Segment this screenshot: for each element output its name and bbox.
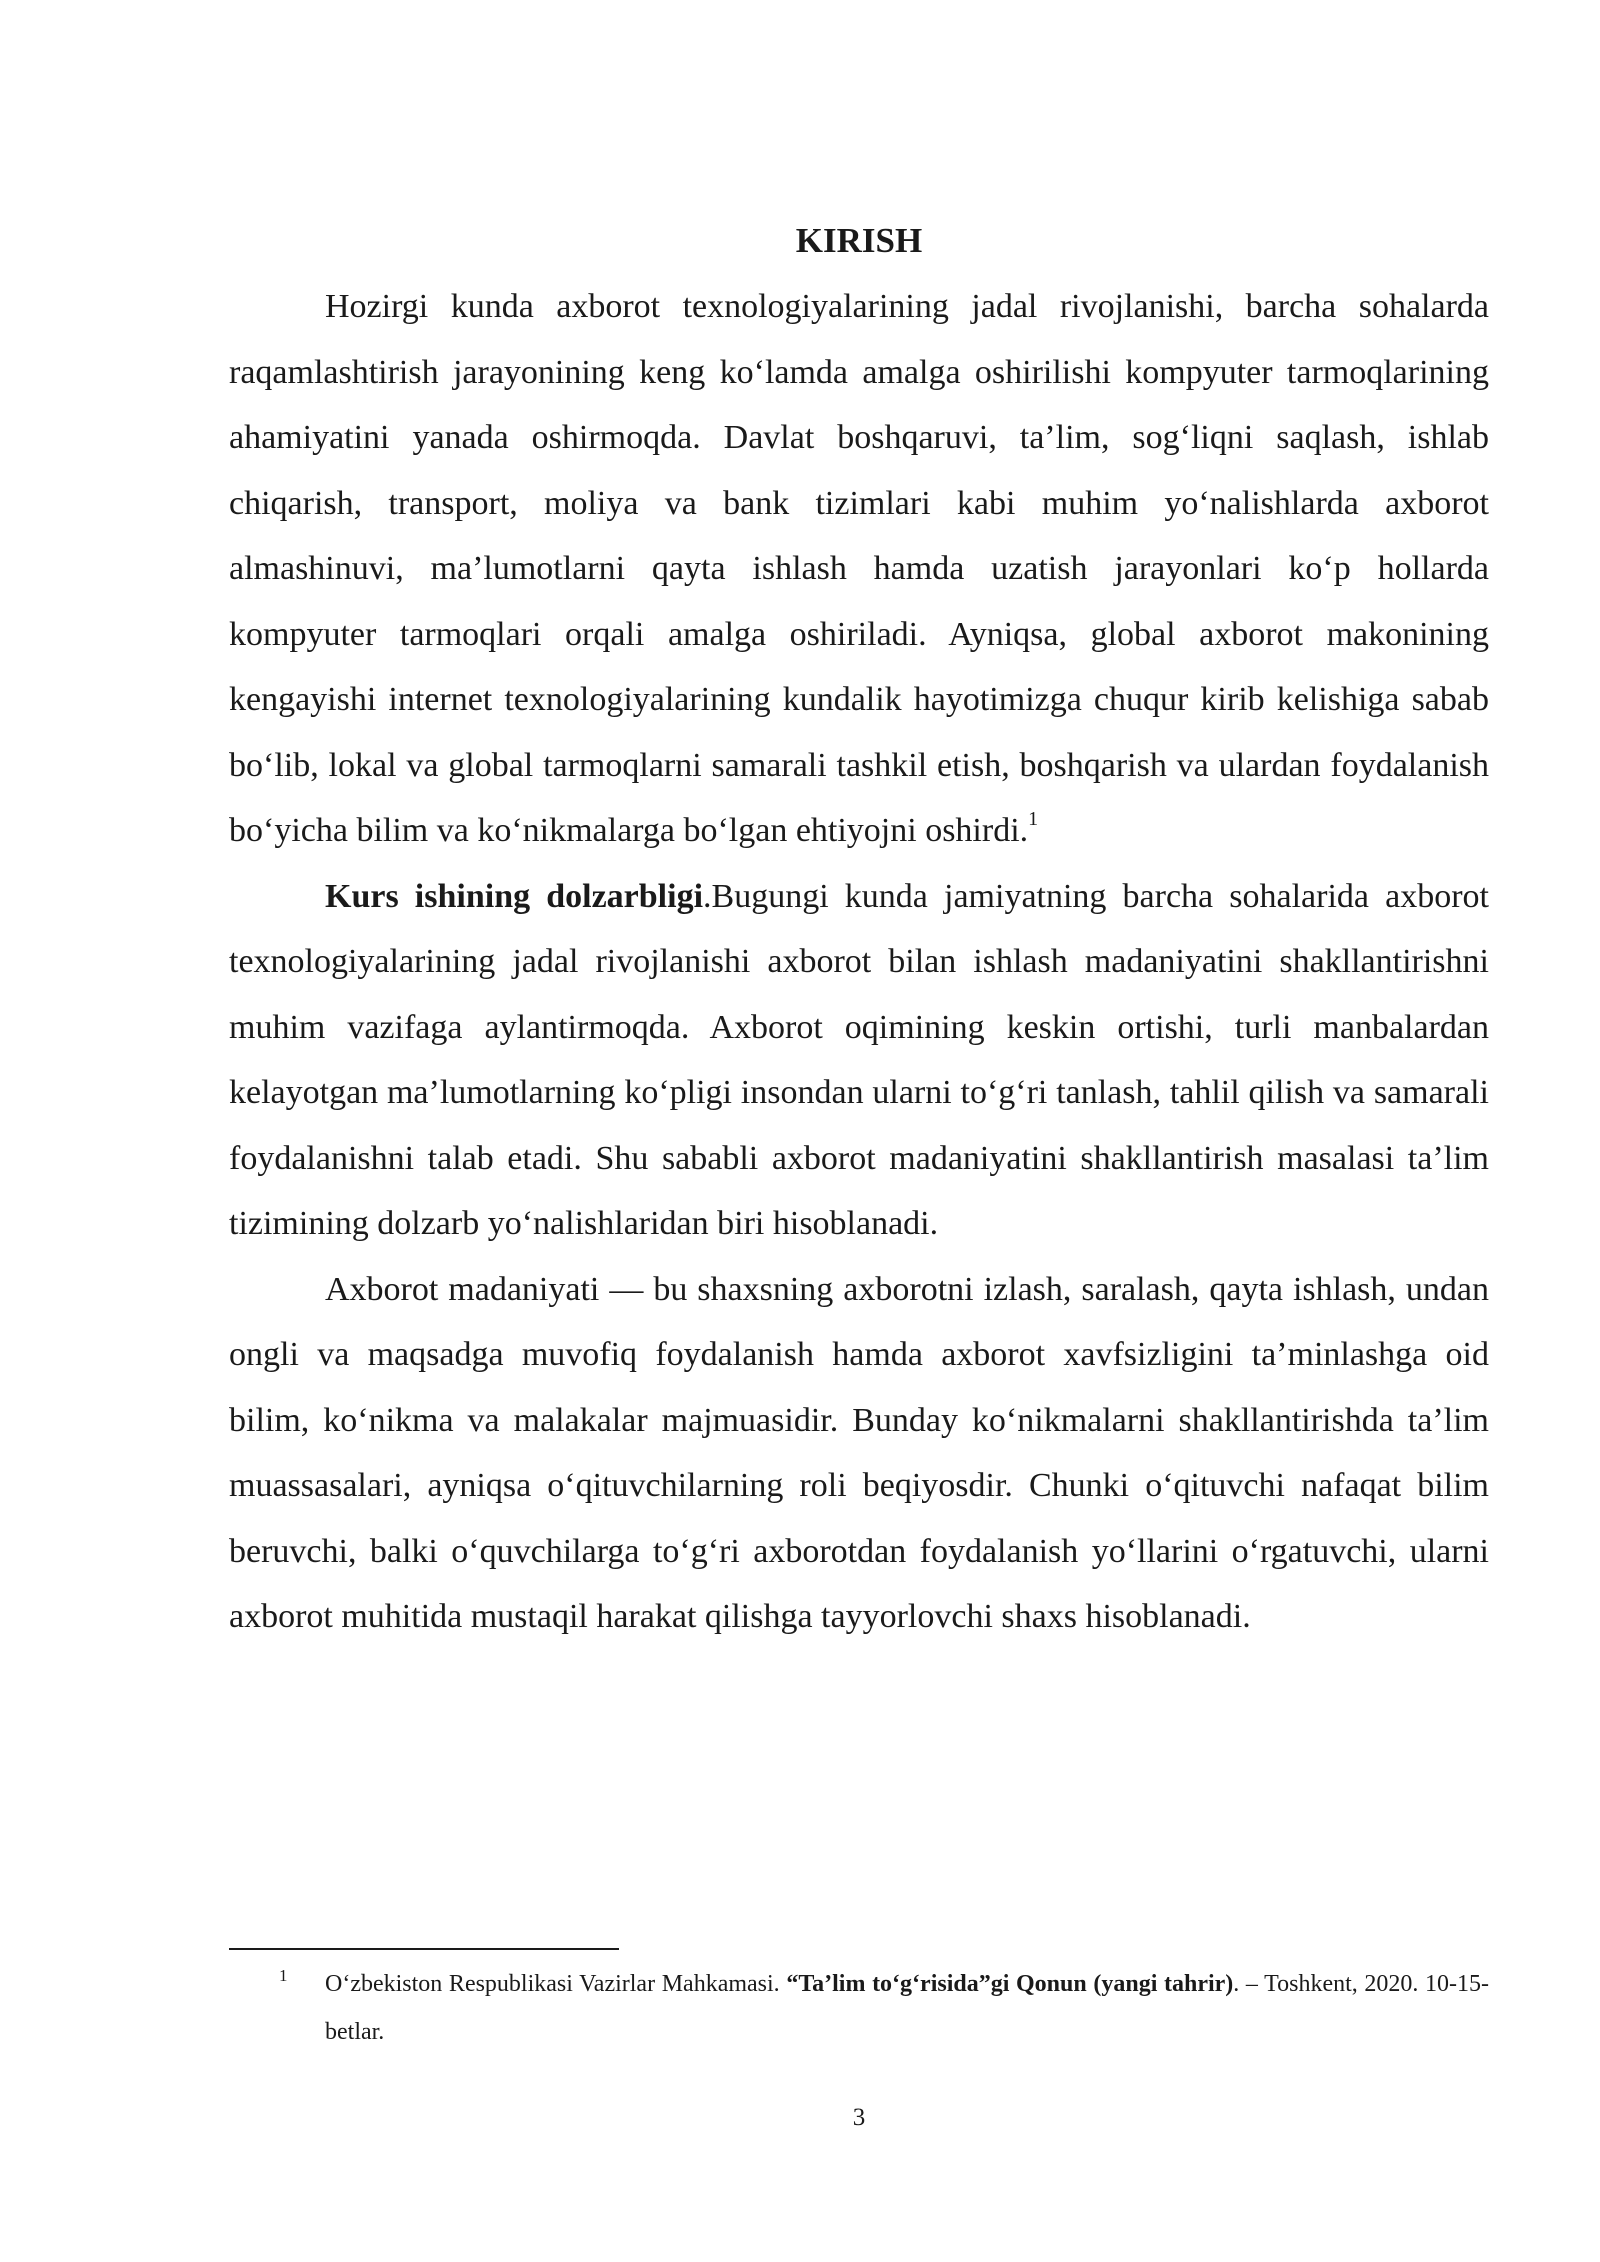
heading-container <box>229 212 1489 270</box>
body-text <box>229 274 1489 1650</box>
footnote-title: “Ta’lim to‘g‘risida”gi Qonun (yangi tahrir) <box>786 1971 1234 1997</box>
footnote-text <box>325 1960 1489 2056</box>
footnote-source-prefix: O‘zbekiston Respublikasi Vazirlar Mahkamasi. <box>325 1971 787 1997</box>
paragraph-relevance-text: .Bugungi kunda jamiyatning barcha sohalarida axborot texnologiyalarining jadal rivojlanishi axborot bilan ishlash madaniyatini shakllantirishni muhim vazifaga aylantirmoqda. Axborot oqimining keskin ortishi, turli manbalardan kelayotgan ma’lumotlarning ko‘pligi insondan ularni to‘g‘ri tanlash, tahlil qilish va samarali foydalanishni talab etadi. Shu sababli axborot madaniyatini shakllantirish masalasi ta’lim tizimining dolzarb yo‘nalishlaridan biri hisoblanadi. <box>229 877 1489 1242</box>
paragraph-information-culture: Axborot madaniyati — bu shaxsning axborotni izlash, saralash, qayta ishlash, undan ongli va maqsadga muvofiq foydalanish hamda axborot xavfsizligini ta’minlashga oid bilim, ko‘nikma va malakalar majmuasidir. Bunday ko‘nikmalarni shakllantirishda ta’lim muassasalari, ayniqsa o‘qituvchilarning roli beqiyosdir. Chunki o‘qituvchi nafaqat bilim beruvchi, balki o‘quvchilarga to‘g‘ri axborotdan foydalanish yo‘llarini o‘rgatuvchi, ularni axborot muhitida mustaqil harakat qilishga tayyorlovchi shaxs hisoblanadi. <box>229 1270 1489 1635</box>
footnote <box>229 1960 1489 2056</box>
paragraph-intro <box>229 274 1489 864</box>
paragraph-intro-text: Hozirgi kunda axborot texnologiyalarining jadal rivojlanishi, barcha sohalarda raqamlashtirish jarayonining keng ko‘lamda amalga oshirilishi kompyuter tarmoqlarining ahamiyatini yanada oshirmoqda. Davlat boshqaruvi, ta’lim, sog‘liqni saqlash, ishlab chiqarish, transport, moliya va bank tizimlari kabi muhim yo‘nalishlarda axborot almashinuvi, ma’lumotlarni qayta ishlash hamda uzatish jarayonlari ko‘p hollarda kompyuter tarmoqlari orqali amalga oshiriladi. Ayniqsa, global axborot makonining kengayishi internet texnologiyalarining kundalik hayotimizga chuqur kirib kelishiga sabab bo‘lib, lokal va global tarmoqlarni samarali tashkil etish, boshqarish va ulardan foydalanish bo‘yicha bilim va ko‘nikmalarga bo‘lgan ehtiyojni oshirdi. <box>229 288 1489 849</box>
paragraph-relevance <box>229 864 1489 1257</box>
page-number: 3 <box>852 2104 866 2131</box>
footnote-reference[interactable]: 1 <box>1028 807 1039 830</box>
page-heading: KIRISH <box>795 221 923 260</box>
footnote-source-suffix: . – Toshkent, 2020. 10-15-betlar. <box>325 1971 1490 2045</box>
relevance-lead: Kurs ishining dolzarbligi <box>325 877 704 915</box>
footnote-separator <box>229 1948 619 1950</box>
footnote-mark: 1 <box>279 1966 288 1985</box>
